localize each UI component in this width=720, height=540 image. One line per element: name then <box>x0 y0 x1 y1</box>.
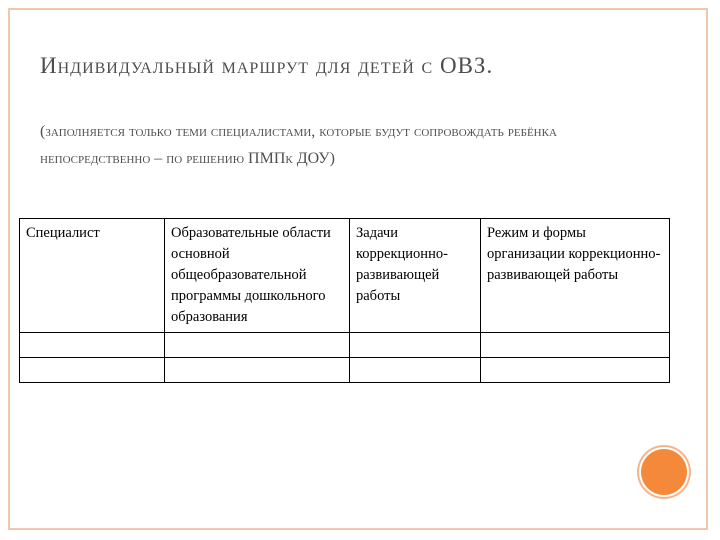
table-cell[interactable] <box>350 358 481 383</box>
table-row <box>20 358 670 383</box>
header-educational-areas: Образовательные области основной общеобразовательной программы дошкольного образования <box>165 219 350 333</box>
decorative-circle-icon <box>641 449 687 495</box>
table-row <box>20 333 670 358</box>
table-cell[interactable] <box>165 333 350 358</box>
table-cell[interactable] <box>350 333 481 358</box>
table-cell[interactable] <box>481 333 670 358</box>
table-cell[interactable] <box>20 358 165 383</box>
table-cell[interactable] <box>481 358 670 383</box>
table-cell[interactable] <box>20 333 165 358</box>
route-table <box>19 218 670 383</box>
slide-title: Индивидуальный маршрут для детей с ОВЗ. <box>40 53 494 78</box>
slide-subtitle: (заполняется только теми специалистами, которые будут сопровождать ребёнка непосредственно – по решению ПМПк ДОУ) <box>40 123 557 167</box>
table-cell[interactable] <box>165 358 350 383</box>
header-mode-and-forms: Режим и формы организации коррекционно-развивающей работы <box>481 219 670 333</box>
header-tasks: Задачи коррекционно-развивающей работы <box>350 219 481 333</box>
header-specialist: Специалист <box>20 219 165 333</box>
table-header-row <box>20 219 670 333</box>
